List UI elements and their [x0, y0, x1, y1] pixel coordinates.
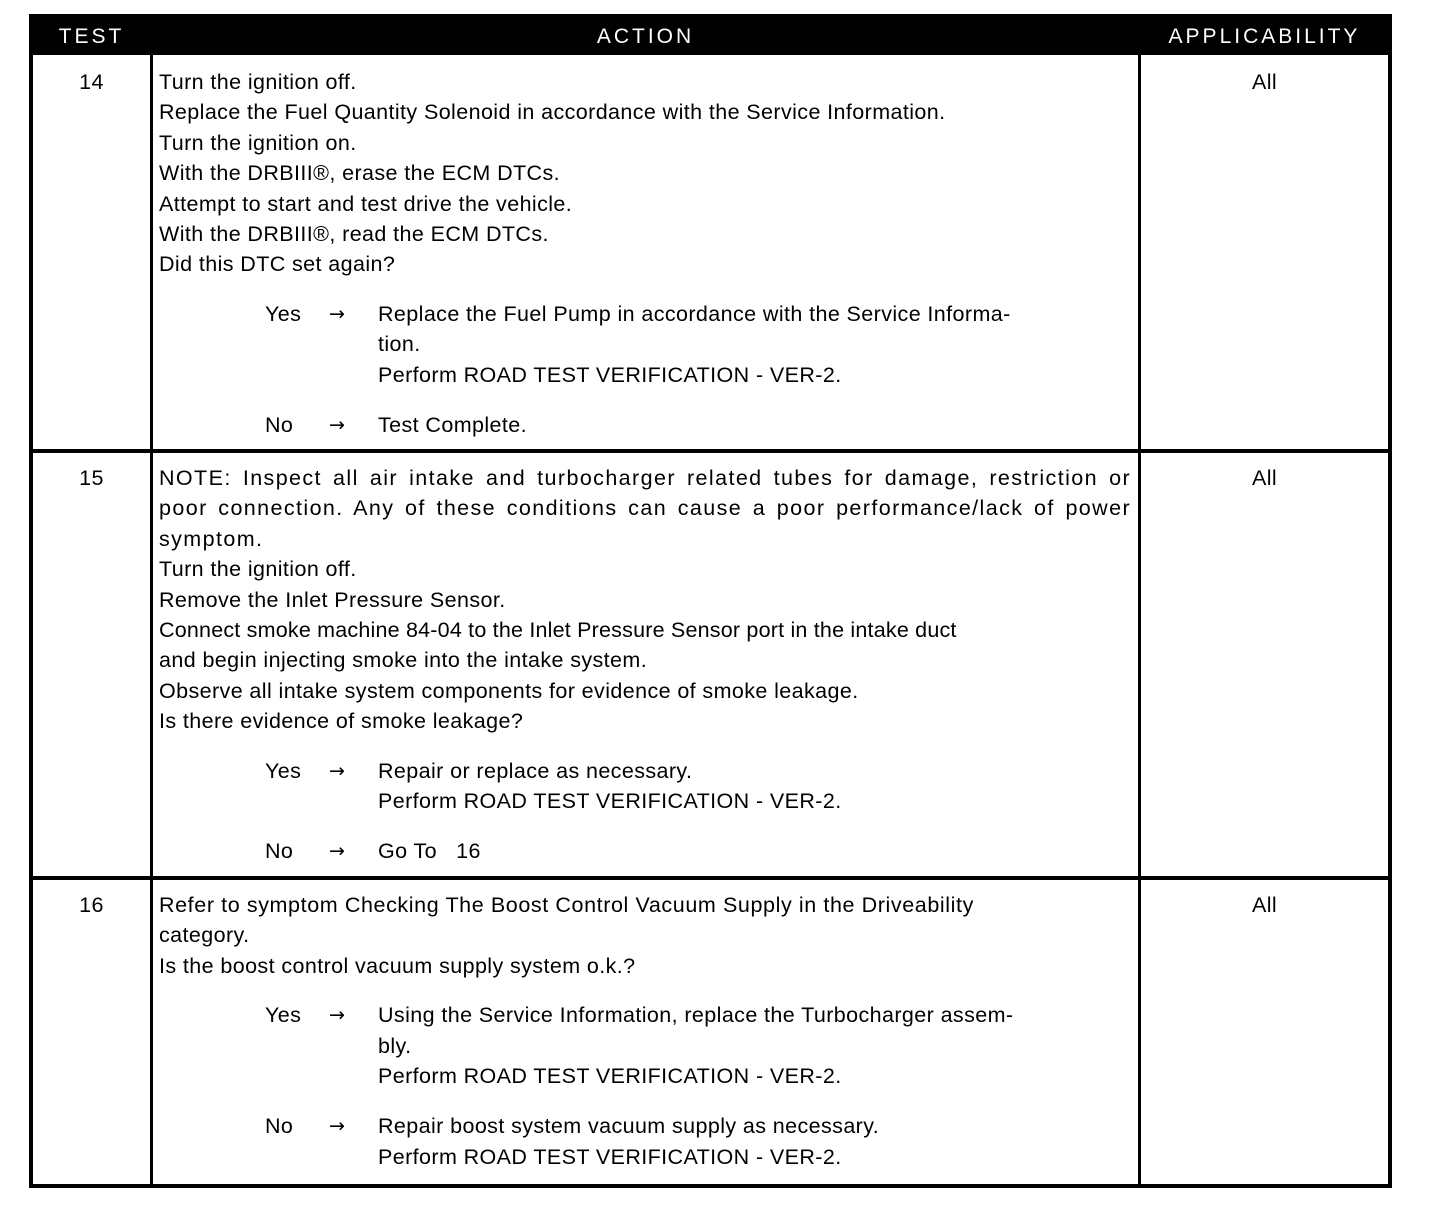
applicability-value: All [1251, 893, 1278, 917]
test-number: 15 [79, 466, 104, 490]
yes-label: Yes [265, 758, 302, 783]
action-cell [159, 890, 1131, 1172]
action-line: Remove the Inlet Pressure Sensor. [159, 587, 506, 612]
diagnostic-test-table [29, 14, 1392, 1188]
action-line: and begin injecting smoke into the intake system. [159, 648, 648, 673]
action-line: category. [159, 923, 250, 948]
yes-text: Perform ROAD TEST VERIFICATION - VER-2. [378, 362, 842, 387]
header-test: TEST [58, 25, 125, 48]
test-number: 16 [79, 893, 104, 917]
answer-options [159, 1000, 1131, 1172]
no-option [159, 1111, 1131, 1172]
action-cell [159, 463, 1131, 867]
question-line: Is the boost control vacuum supply system o.k.? [159, 953, 636, 978]
no-text: Test Complete. [378, 413, 527, 438]
yes-text: Perform ROAD TEST VERIFICATION - VER-2. [378, 1064, 842, 1089]
table-header [33, 18, 1388, 55]
action-line: Replace the Fuel Quantity Solenoid in accordance with the Service Information. [159, 100, 946, 125]
no-label: No [265, 1114, 294, 1139]
column-divider-test [150, 55, 153, 1188]
no-label: No [265, 413, 294, 438]
yes-text: Perform ROAD TEST VERIFICATION - VER-2. [378, 789, 842, 814]
row-divider [33, 876, 1388, 880]
action-line: With the DRBIII®, erase the ECM DTCs. [159, 161, 561, 186]
right-arrow-icon: → [329, 414, 346, 437]
yes-option [159, 299, 1131, 390]
right-arrow-icon: → [329, 1004, 346, 1027]
action-line: Turn the ignition off. [159, 70, 357, 94]
applicability-value: All [1251, 466, 1278, 490]
column-divider-applicability [1138, 55, 1141, 1188]
yes-option [159, 1000, 1131, 1091]
action-line: Turn the ignition on. [159, 130, 357, 155]
no-text: Go To 16 [378, 839, 481, 864]
no-option [159, 836, 1131, 866]
yes-label: Yes [265, 301, 302, 326]
action-line: Attempt to start and test drive the vehicle. [159, 191, 573, 216]
right-arrow-icon: → [329, 302, 346, 325]
note-text [159, 463, 1131, 554]
action-line: Observe all intake system components for evidence of smoke leakage. [159, 678, 859, 703]
answer-options [159, 756, 1131, 867]
yes-text: tion. [378, 332, 421, 357]
test-number: 14 [79, 70, 104, 94]
yes-label: Yes [265, 1003, 302, 1028]
no-text: Repair boost system vacuum supply as necessary. [378, 1114, 880, 1139]
row-divider [33, 449, 1388, 453]
action-line: Turn the ignition off. [159, 557, 357, 582]
yes-text: bly. [378, 1033, 412, 1058]
yes-text: Using the Service Information, replace the Turbocharger assem- [378, 1003, 1014, 1028]
action-line: Refer to symptom Checking The Boost Control Vacuum Supply in the Driveability [159, 893, 974, 917]
answer-options [159, 299, 1131, 441]
note-line: performance/lack of power symptom. [159, 496, 1131, 551]
yes-text: Replace the Fuel Pump in accordance with the Service Informa- [378, 301, 1011, 326]
no-option [159, 410, 1131, 440]
action-line: Connect smoke machine 84-04 to the Inlet Pressure Sensor port in the intake duct [159, 618, 957, 643]
note-line: NOTE: Inspect all air intake and turbocharger related tubes for damage, [159, 466, 979, 490]
question-line: Did this DTC set again? [159, 252, 396, 277]
header-applicability: APPLICABILITY [1168, 25, 1361, 48]
no-label: No [265, 839, 294, 864]
question-line: Is there evidence of smoke leakage? [159, 709, 524, 734]
action-line: With the DRBIII®, read the ECM DTCs. [159, 222, 549, 247]
no-text: Perform ROAD TEST VERIFICATION - VER-2. [378, 1144, 842, 1169]
header-action: ACTION [596, 25, 695, 48]
note-line: restriction or poor connection. Any of these conditions can cause a poor [159, 466, 1132, 521]
right-arrow-icon: → [329, 759, 346, 782]
right-arrow-icon: → [329, 840, 346, 863]
applicability-value: All [1251, 70, 1278, 94]
action-cell [159, 67, 1131, 440]
right-arrow-icon: → [329, 1115, 346, 1138]
yes-option [159, 756, 1131, 817]
yes-text: Repair or replace as necessary. [378, 758, 693, 783]
